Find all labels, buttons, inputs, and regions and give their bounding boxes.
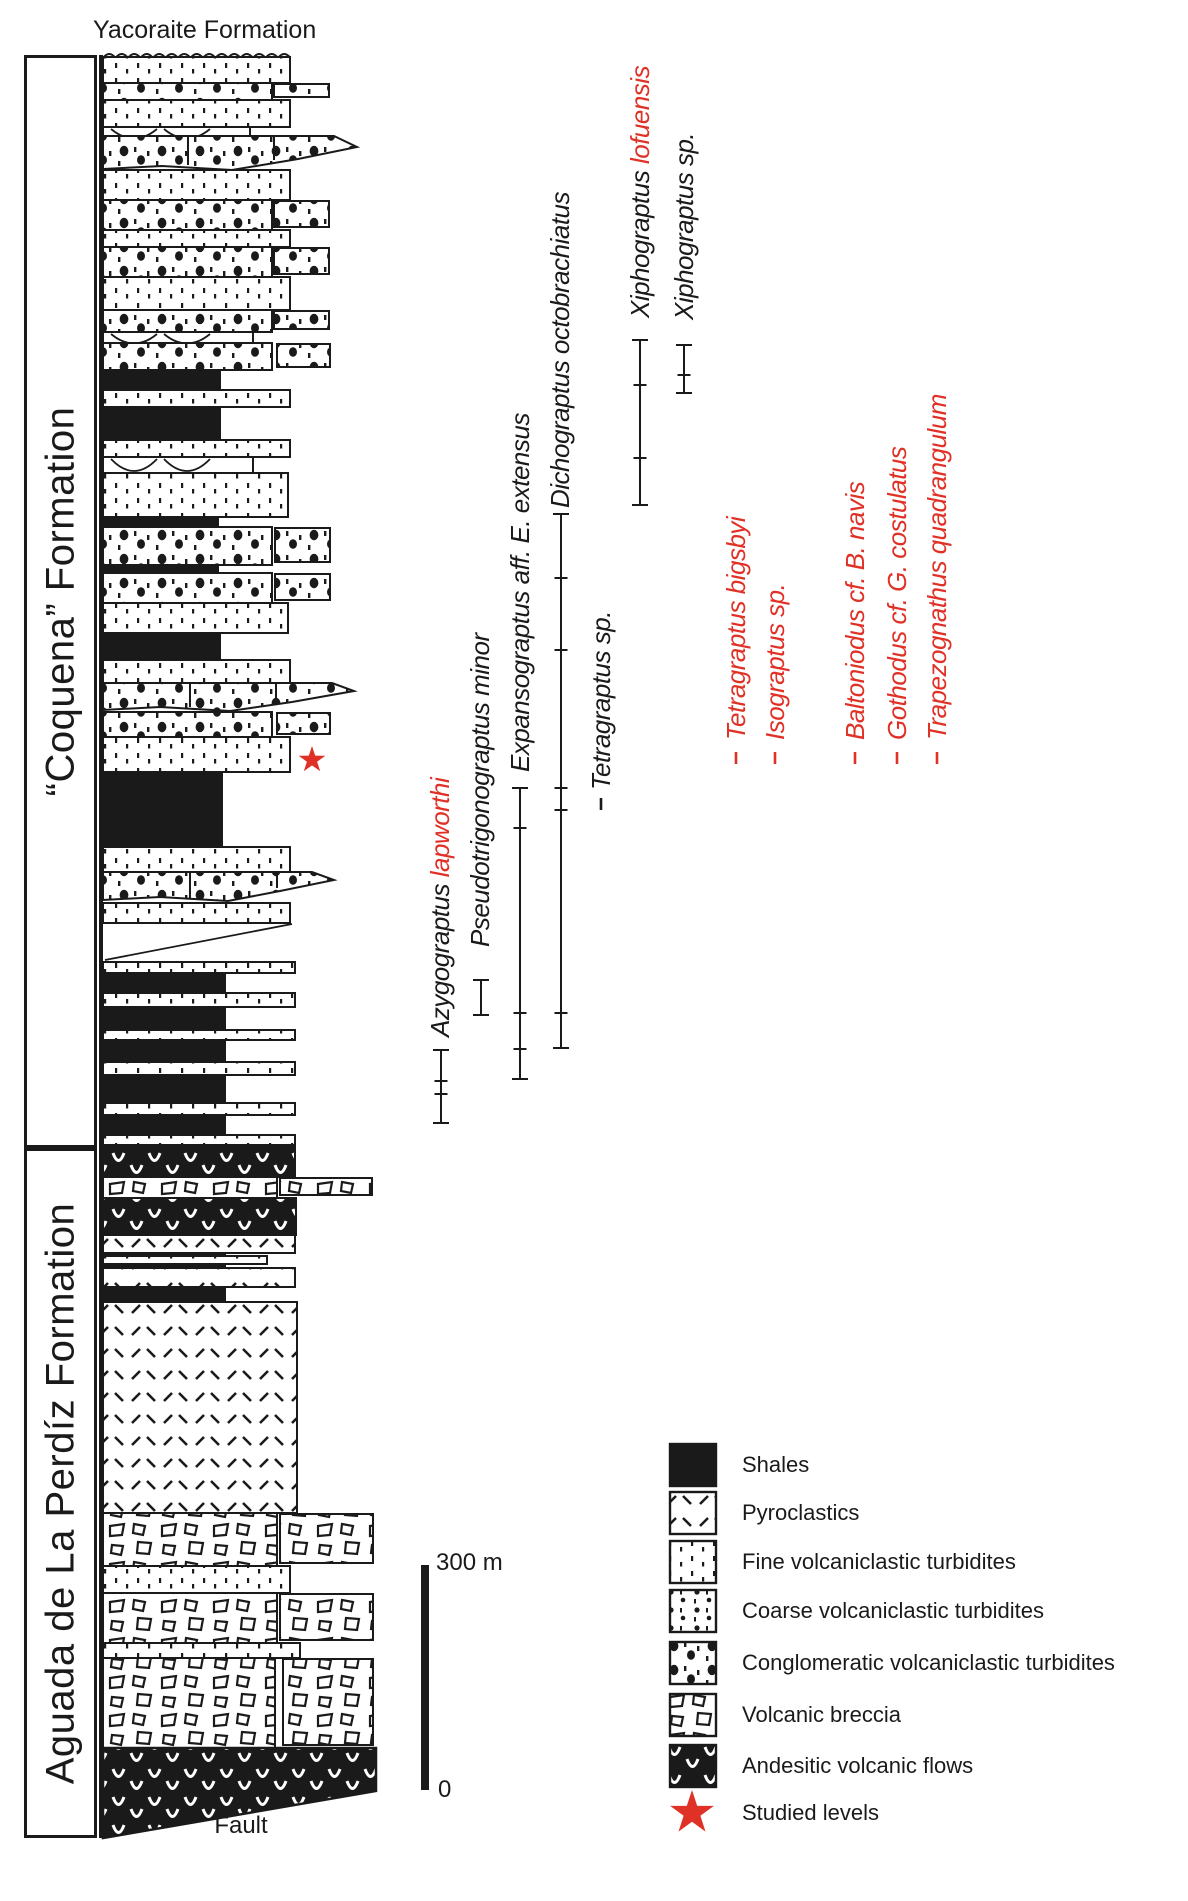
swatch-rect [670, 1745, 716, 1787]
taxon-name-segment: Azygograptus [425, 877, 455, 1037]
legend-item-pyroclastics [0, 1491, 1188, 1535]
bed-fn [103, 1135, 295, 1145]
bed-cg [103, 527, 272, 565]
taxon-name-segment: Tetragraptus sp. [586, 611, 616, 790]
scale-zero-label: 0 [438, 1776, 452, 1803]
bed-cg [103, 247, 272, 277]
bed-sh [103, 407, 220, 440]
taxon-label-expansograptus-aff-e-extensus [506, 413, 534, 772]
bed-sh [103, 1287, 225, 1302]
bed-fn [103, 903, 290, 923]
taxon-name-segment: Isograptus sp. [760, 583, 790, 740]
bed-sh [103, 517, 218, 527]
taxon-label-dichograptus-octobrachiatus [546, 192, 574, 508]
bed-fn [103, 440, 290, 457]
legend-item-shale [0, 1443, 1188, 1487]
fault-label: Fault [214, 1812, 268, 1839]
legend-item-fine [0, 1540, 1188, 1584]
bed-sh [103, 633, 220, 660]
taxon-name-segment: Expansograptus aff. E. extensus [505, 413, 535, 772]
bed-sh [103, 1115, 225, 1135]
taxon-label-azygograptus-lapworthi [426, 778, 454, 1037]
taxon-label-trapezognathus-quadrangulum [923, 394, 951, 740]
bed-an [103, 1198, 296, 1235]
channel-lens [103, 872, 334, 901]
swatch-rect [670, 1444, 716, 1486]
legend-label: Volcanic breccia [742, 1702, 901, 1727]
swatch-rect [670, 1590, 716, 1632]
legend-swatch-andesite [664, 1742, 720, 1792]
swatch-rect [670, 1541, 716, 1583]
star-icon [670, 1790, 714, 1832]
legend-item-coarse [0, 1589, 1188, 1633]
legend-swatch-fine [664, 1538, 720, 1588]
legend-item-breccia [0, 1693, 1188, 1737]
channel-lens [103, 136, 357, 170]
covered-interval-line [105, 924, 292, 960]
legend-swatch-pyroclastics [664, 1489, 720, 1539]
bed-an [103, 1145, 295, 1177]
bed-fn [103, 57, 290, 83]
bed-offset-block [274, 201, 329, 227]
bed-offset-block [275, 528, 330, 562]
legend-swatch-conglomerate [664, 1639, 720, 1689]
bed-fn [103, 603, 288, 633]
taxon-label-tetragraptus-sp [587, 611, 615, 790]
legend-item-conglomerate [0, 1641, 1188, 1685]
bed-sh [103, 1040, 225, 1062]
taxon-name-segment: Trapezognathus quadrangulum [922, 394, 952, 740]
bed-offset-block [280, 1178, 372, 1195]
formation-box-coquena [24, 55, 97, 1148]
taxon-label-baltoniodus-cf-b-navis [841, 482, 869, 740]
legend-label: Andesitic volcanic flows [742, 1753, 974, 1778]
taxon-name-segment: Gothodus cf. G. costulatus [882, 446, 912, 740]
legend-label: Studied levels [742, 1800, 879, 1825]
bed-sh [103, 565, 218, 573]
bed-sh [103, 1075, 225, 1103]
bed-fn [103, 230, 290, 247]
taxon-name-segment: Tetragraptus bigsbyi [721, 516, 751, 740]
legend-swatch-star [664, 1789, 720, 1839]
swatch-rect [670, 1642, 716, 1684]
bed-sh [103, 370, 220, 390]
taxon-label-pseudotrigonograptus-minor [466, 633, 494, 947]
bed-offset-block [277, 344, 330, 367]
channel-lens [103, 683, 354, 711]
bed-sh [103, 973, 225, 993]
bed-fn [103, 170, 290, 200]
bed-fn [103, 1030, 295, 1040]
taxon-label-xiphograptus-lofuensis [626, 66, 654, 318]
bed-sh [103, 1007, 225, 1030]
bed-fn [103, 660, 290, 683]
bed-py [103, 1268, 295, 1287]
bed-fn [103, 847, 290, 873]
bed-br [103, 1177, 277, 1198]
bed-cg [103, 310, 272, 332]
legend-label: Shales [742, 1452, 810, 1477]
scale-top-label: 300 m [436, 1549, 503, 1576]
taxon-name-segment: Baltoniodus cf. B. navis [840, 481, 870, 740]
bed-offset-block [274, 311, 329, 329]
swatch-rect [670, 1492, 716, 1534]
taxon-name-segment: lofuensis [625, 65, 655, 165]
bed-fn [103, 1256, 267, 1264]
bed-fn [103, 390, 290, 407]
bed-offset-block [277, 713, 330, 734]
taxon-label-isograptus-sp [761, 584, 789, 740]
legend-label: Conglomeratic volcaniclastic turbidites [742, 1650, 1115, 1675]
bed-fn [103, 1103, 295, 1115]
bed-py [103, 1235, 295, 1253]
bed-sh [103, 772, 222, 847]
taxon-name-segment: Xiphograptus sp. [669, 132, 699, 320]
taxon-label-tetragraptus-bigsbyi [722, 517, 750, 740]
bed-cg [103, 83, 272, 100]
bed-cg [103, 343, 272, 370]
bed-cg [103, 712, 272, 737]
bed-fn [103, 1062, 295, 1075]
taxon-name-segment: Xiphograptus [625, 164, 655, 318]
taxon-name-segment: Pseudotrigonograptus minor [465, 633, 495, 947]
legend-label: Fine volcaniclastic turbidites [742, 1549, 1016, 1574]
legend-swatch-shale [664, 1441, 720, 1491]
legend-item-star [0, 1791, 1188, 1835]
formation-label-aguada: Aguada de La Perdíz Formation [38, 1202, 83, 1784]
taxon-label-gothodus-cf-g-costulatus [883, 447, 911, 740]
bed-fn [103, 962, 295, 973]
bed-fn [103, 100, 290, 127]
studied-level-star-icon [299, 746, 326, 771]
legend-swatch-breccia [664, 1691, 720, 1741]
bed-cg [103, 573, 272, 603]
bed-sc [103, 457, 253, 473]
formation-label-coquena: “Coquena” Formation [38, 406, 82, 797]
bed-offset-block [274, 248, 329, 274]
bed-fn [103, 737, 290, 772]
bed-fn [103, 473, 288, 517]
taxon-label-xiphograptus-sp [670, 133, 698, 320]
legend-swatch-coarse [664, 1587, 720, 1637]
legend-item-andesite [0, 1744, 1188, 1788]
taxon-name-segment: lapworthi [425, 777, 455, 878]
swatch-rect [670, 1694, 716, 1736]
legend-label: Pyroclastics [742, 1500, 860, 1525]
bed-cg [103, 200, 272, 230]
legend-label: Coarse volcaniclastic turbidites [742, 1598, 1045, 1623]
bed-offset-block [274, 84, 329, 97]
bed-offset-block [275, 574, 330, 600]
yacoraite-formation-label: Yacoraite Formation [93, 16, 317, 44]
taxon-name-segment: Dichograptus octobrachiatus [545, 191, 575, 508]
bed-fn [103, 993, 295, 1007]
bed-fn [103, 277, 290, 310]
